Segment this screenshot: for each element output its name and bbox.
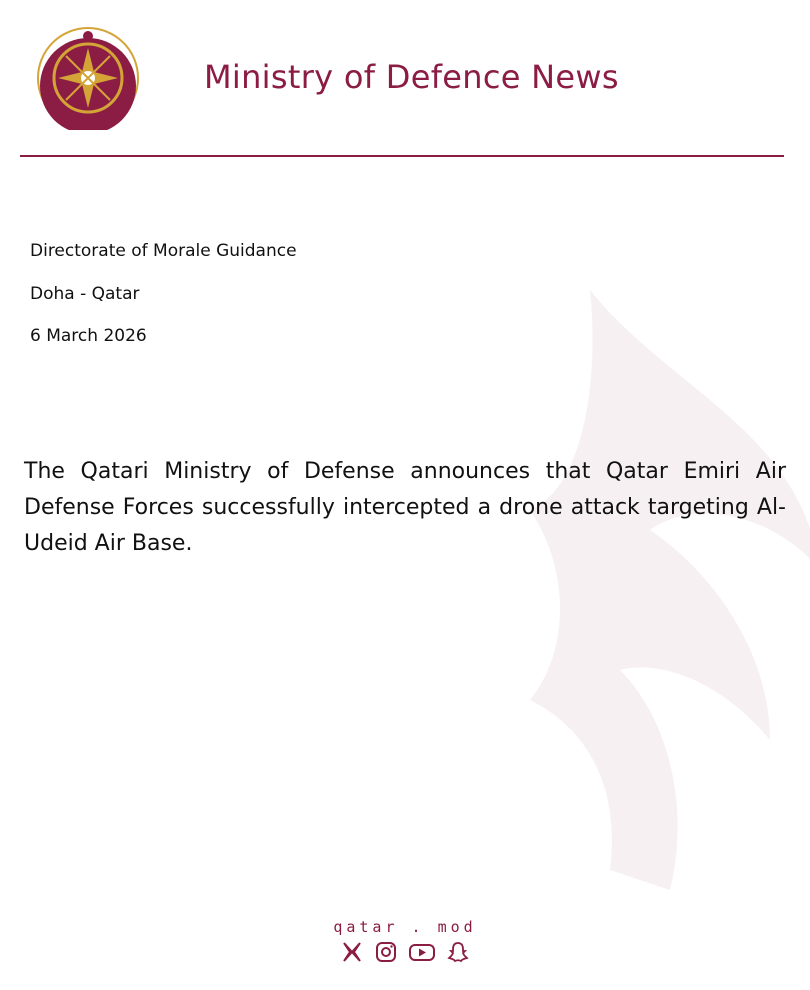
page-title: Ministry of Defence News [204, 58, 619, 96]
ministry-emblem-icon [36, 26, 140, 130]
instagram-icon[interactable] [374, 940, 398, 964]
footer [0, 918, 810, 964]
header [0, 0, 810, 160]
directorate-label: Directorate of Morale Guidance [30, 241, 297, 261]
watermark-emblem [470, 270, 810, 910]
social-icons [0, 940, 810, 964]
snapchat-icon[interactable] [446, 940, 470, 964]
announcement-text: The Qatari Ministry of Defense announces that Qatar Emiri Air Defense Forces successfully intercepted a drone attack targeting Al-Udeid Air Base. [24, 459, 786, 556]
x-icon[interactable] [340, 940, 364, 964]
location-label: Doha - Qatar [30, 284, 140, 304]
date-label: 6 March 2026 [30, 326, 147, 346]
header-divider [20, 155, 784, 157]
social-handle: qatar . mod [333, 918, 477, 936]
youtube-icon[interactable] [408, 940, 436, 964]
